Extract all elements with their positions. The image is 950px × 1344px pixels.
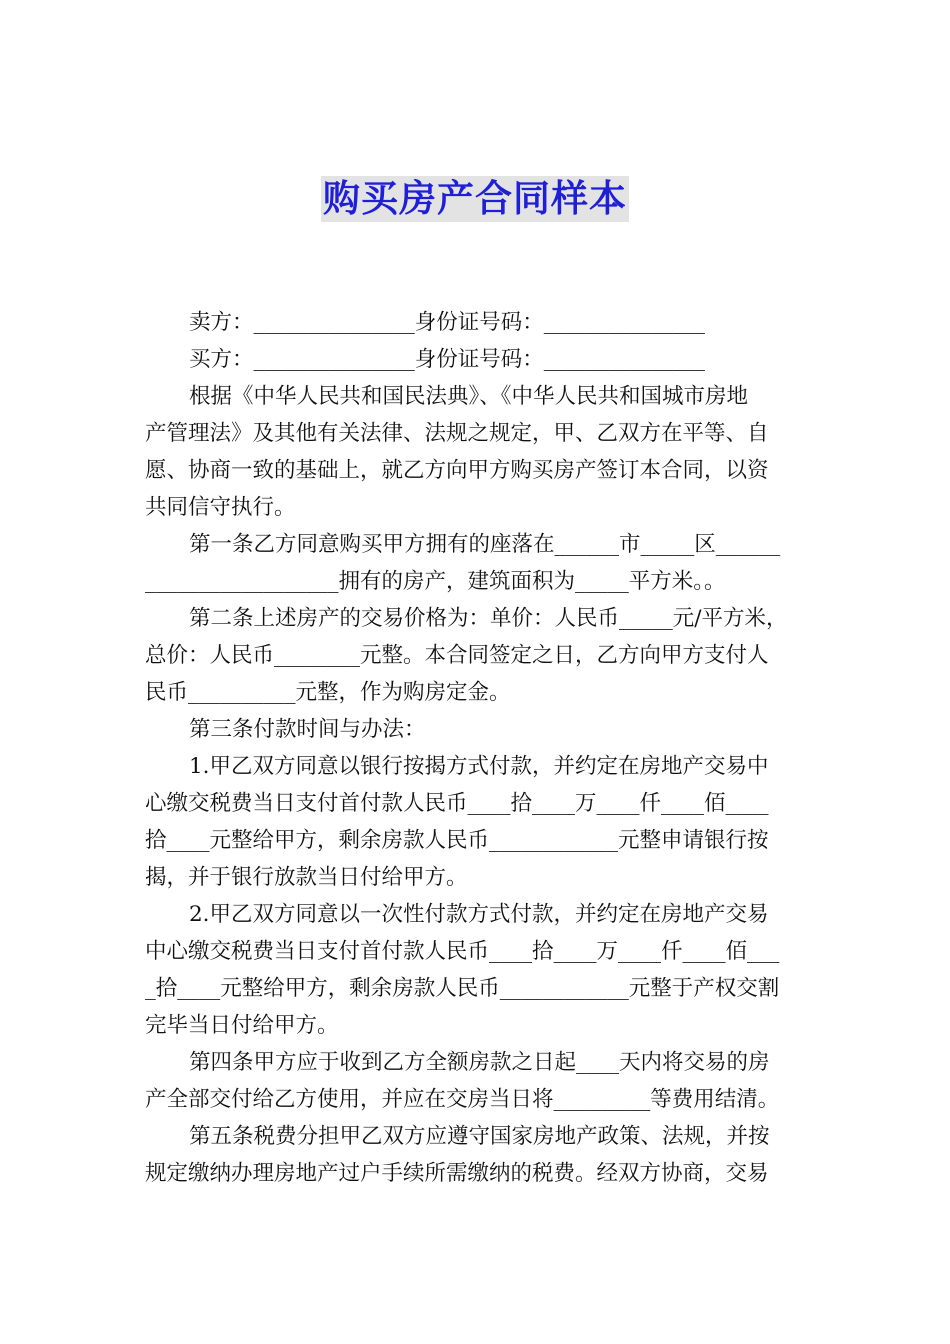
text-line: 民币__________元整，作为购房定金。 <box>145 680 511 705</box>
text-line: 产管理法》及其他有关法律、法规之规定，甲、乙双方在平等、自 <box>145 421 769 446</box>
text-line: 第一条乙方同意购买甲方拥有的座落在______市_____区______ <box>189 532 781 557</box>
text-line: 卖方：_______________身份证号码：_______________ <box>189 310 706 335</box>
text-line: 产全部交付给乙方使用，并应在交房当日将_________等费用结清。 <box>145 1087 780 1112</box>
text-line: 根据《中华人民共和国民法典》、《中华人民共和国城市房地 <box>189 384 749 409</box>
text-line: 总价：人民币________元整。本合同签定之日，乙方向甲方支付人 <box>145 643 769 668</box>
text-line: 揭，并于银行放款当日付给甲方。 <box>145 865 468 890</box>
text-line: __________________拥有的房产，建筑面积为_____平方米。。 <box>145 569 726 594</box>
text-line: 愿、协商一致的基础上，就乙方向甲方购买房产签订本合同，以资 <box>145 458 769 483</box>
text-line: 2.甲乙双方同意以一次性付款方式付款，并约定在房地产交易 <box>189 902 769 927</box>
text-line: 第五条税费分担甲乙双方应遵守国家房地产政策、法规，并按 <box>189 1124 770 1149</box>
title-container <box>0 176 950 222</box>
text-line: 心缴交税费当日支付首付款人民币____拾____万____仟____佰____ <box>145 791 769 816</box>
text-line: 拾____元整给甲方，剩余房款人民币____________元整申请银行按 <box>145 828 769 853</box>
text-line: 共同信守执行。 <box>145 495 296 520</box>
text-line: 完毕当日付给甲方。 <box>145 1013 339 1038</box>
text-line: 第四条甲方应于收到乙方全额房款之日起____天内将交易的房 <box>189 1050 770 1075</box>
text-line: 买方：_______________身份证号码：_______________ <box>189 347 706 372</box>
text-line: _拾____元整给甲方，剩余房款人民币____________元整于产权交割 <box>145 976 780 1001</box>
text-line: 中心缴交税费当日支付首付款人民币____拾____万____仟____佰___ <box>145 939 780 964</box>
text-line: 1.甲乙双方同意以银行按揭方式付款，并约定在房地产交易中 <box>189 754 769 779</box>
text-line: 第二条上述房产的交易价格为：单价：人民币_____元/平方米， <box>189 606 788 631</box>
document-title: 购买房产合同样本 <box>323 177 627 220</box>
text-line: 规定缴纳办理房地产过户手续所需缴纳的税费。经双方协商，交易 <box>145 1161 769 1186</box>
contract-body <box>145 304 807 1192</box>
text-line: 第三条付款时间与办法： <box>189 717 426 742</box>
